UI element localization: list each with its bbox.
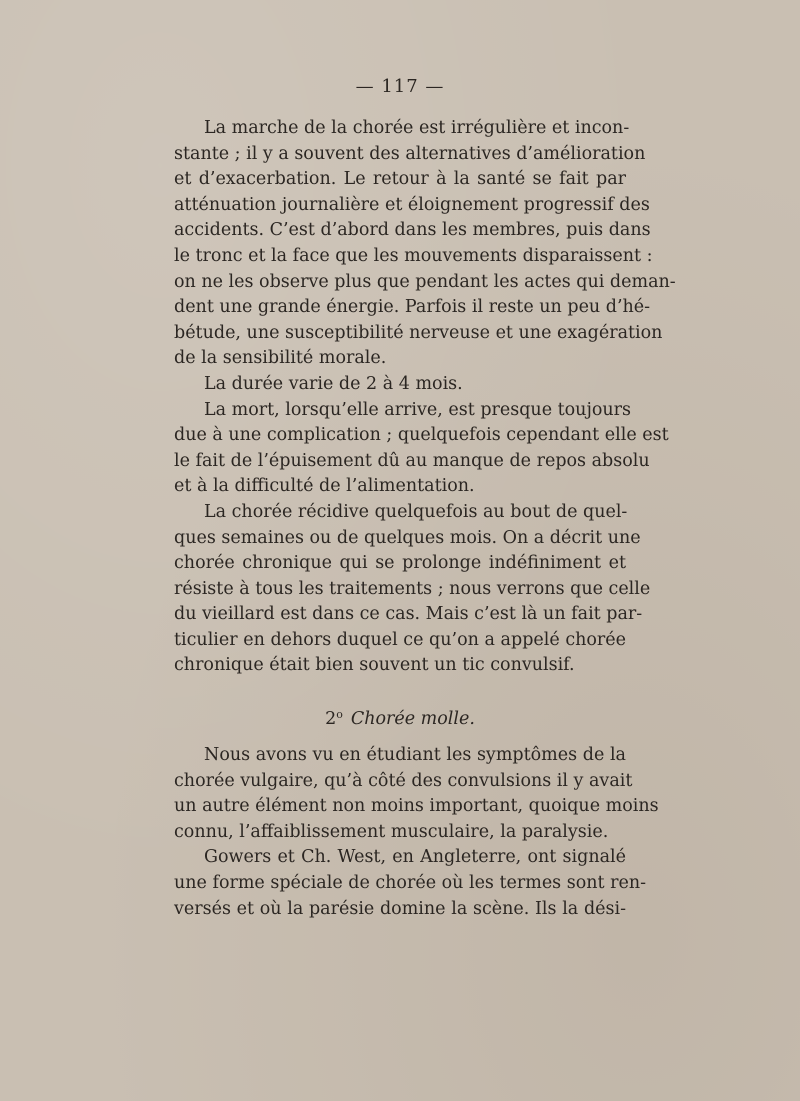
text-line: dent une grande énergie. Parfois il reste un peu d’hé-	[174, 297, 651, 318]
text-line: bétude, une susceptibilité nerveuse et une exagération	[174, 322, 663, 343]
text-line: et à la difficulté de l’alimentation.	[174, 476, 475, 497]
text-line: accidents. C’est d’abord dans les membres, puis dans	[174, 220, 651, 241]
section-title: Chorée molle.	[350, 709, 475, 729]
section-number: 2$^o$	[325, 708, 343, 729]
text-line: Gowers et Ch. West, en Angleterre, ont signalé	[204, 847, 626, 868]
text-line: versés et où la parésie domine la scène. Ils la dési-	[174, 898, 626, 919]
text-line: La marche de la chorée est irrégulière et incon-	[204, 118, 630, 138]
section-heading	[0, 702, 800, 732]
text-line: stante ; il y a souvent des alternatives d’amélioration	[174, 143, 646, 164]
text-line: connu, l’affaiblissement musculaire, la paralysie.	[174, 821, 609, 842]
page-number: — 117 —	[355, 76, 445, 97]
text-line: le fait de l’épuisement dû au manque de repos absolu	[174, 450, 650, 471]
text-line: résiste à tous les traitements ; nous verrons que celle	[174, 578, 651, 599]
text-line: La mort, lorsqu’elle arrive, est presque toujours	[204, 399, 632, 420]
text-line: chorée vulgaire, qu’à côté des convulsions il y avait	[174, 770, 633, 791]
text-line: Nous avons vu en étudiant les symptômes de la	[204, 745, 626, 765]
text-line: et d’exacerbation. Le retour à la santé se fait par	[174, 169, 626, 190]
text-line: ques semaines ou de quelques mois. On a décrit une	[174, 527, 641, 548]
text-line: une forme spéciale de chorée où les termes sont ren-	[174, 872, 647, 893]
text-line: due à une complication ; quelquefois cependant elle est	[174, 425, 669, 446]
text-line: on ne les observe plus que pendant les actes qui deman-	[174, 271, 676, 292]
text-line: chronique était bien souvent un tic convulsif.	[174, 655, 575, 676]
text-line: du vieillard est dans ce cas. Mais c’est là un fait par-	[174, 604, 643, 625]
text-line: La chorée récidive quelquefois au bout de quel-	[204, 501, 628, 522]
text-line: atténuation journalière et éloignement progressif des	[174, 194, 650, 215]
text-line: de la sensibilité morale.	[174, 348, 387, 369]
text-block-bottom	[174, 743, 659, 922]
text-block-top	[174, 116, 676, 679]
text-line: le tronc et la face que les mouvements disparaissent :	[174, 245, 653, 266]
text-line: ticulier en dehors duquel ce qu’on a appelé chorée	[174, 629, 626, 650]
text-line: un autre élément non moins important, quoique moins	[174, 796, 659, 817]
text-line: La durée varie de 2 à 4 mois.	[204, 373, 463, 394]
text-line: chorée chronique qui se prolonge indéfiniment et	[174, 553, 626, 574]
